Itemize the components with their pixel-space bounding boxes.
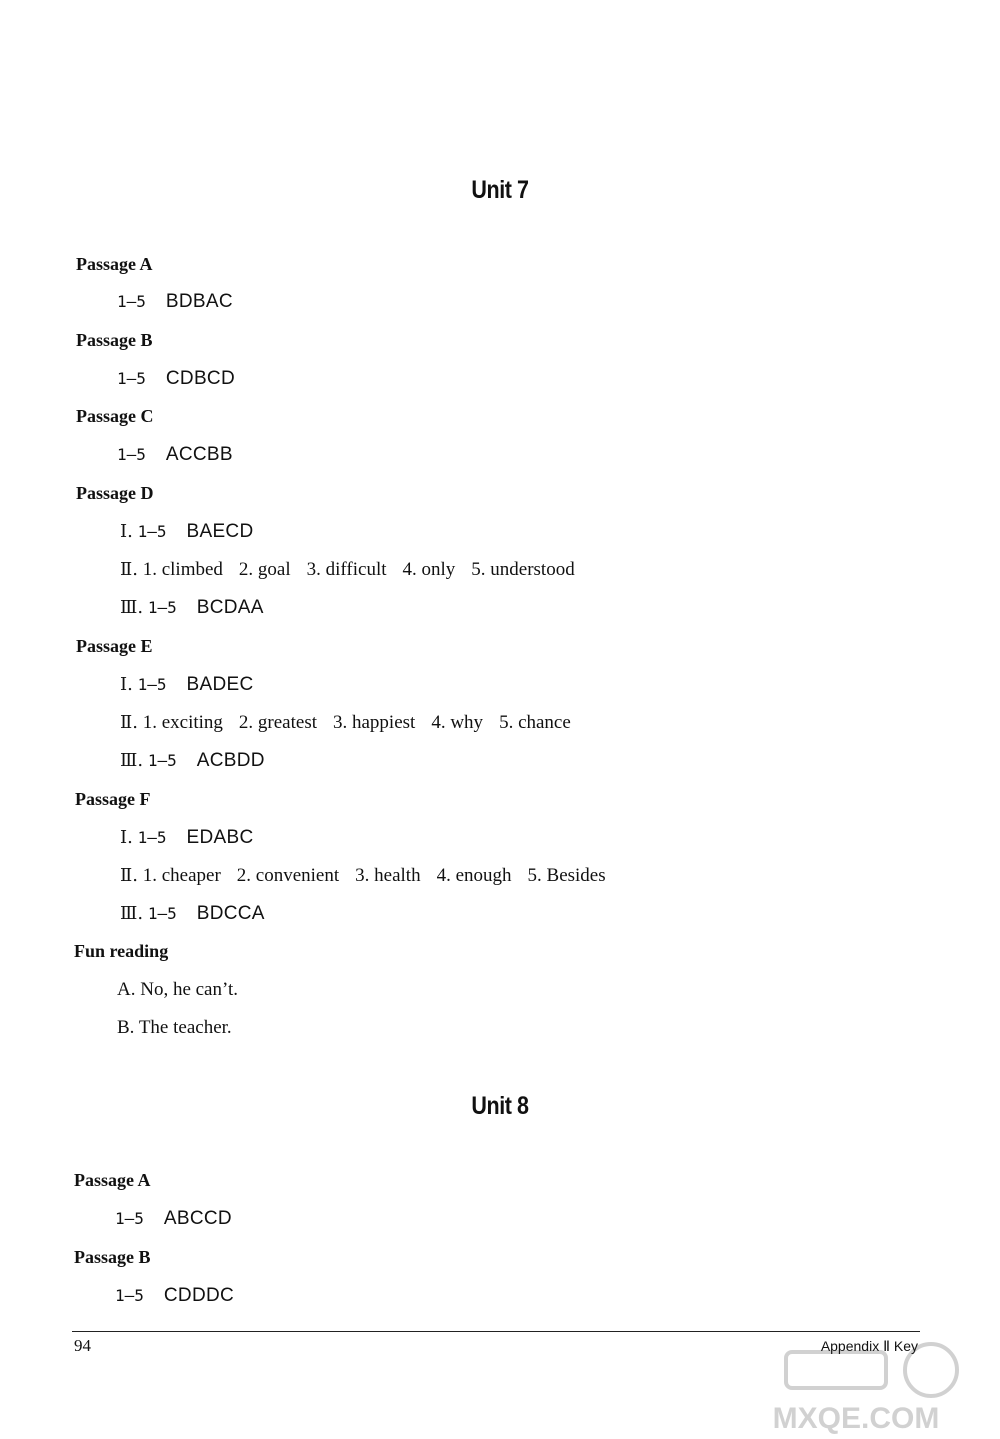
answer-line: Ⅲ. 1—5 BDCCA <box>120 903 265 924</box>
watermark-text: MXQE.COM <box>772 1402 940 1435</box>
answer-line: Ⅱ. 1. exciting 2. greatest 3. happiest 4. why 5. chance <box>120 712 571 733</box>
answer-line: A. No, he can’t. <box>117 979 239 1000</box>
page-number: 94 <box>74 1336 91 1355</box>
answer-line: B. The teacher. <box>117 1017 232 1038</box>
answer-line: Ⅲ. 1—5 BCDAA <box>120 597 264 618</box>
answer-line: Ⅰ. 1—5 BADEC <box>120 674 254 695</box>
passage-heading: Passage F <box>75 789 151 809</box>
passage-heading: Passage A <box>76 254 153 274</box>
answer-line: Ⅱ. 1. cheaper 2. convenient 3. health 4. enough 5. Besides <box>120 865 606 886</box>
footer-rule <box>72 1331 920 1332</box>
fun-reading-heading: Fun reading <box>74 941 169 961</box>
passage-heading: Passage D <box>76 483 154 503</box>
answer-line: 1—5 BDBAC <box>117 291 233 312</box>
footer-appendix-label: Appendix Ⅱ Key <box>820 1338 918 1354</box>
passage-heading: Passage E <box>76 636 153 656</box>
unit-title: Unit 8 <box>471 1092 529 1120</box>
passage-heading: Passage B <box>74 1247 151 1267</box>
answer-line: Ⅱ. 1. climbed 2. goal 3. difficult 4. only 5. understood <box>120 559 575 580</box>
unit-title: Unit 7 <box>471 176 529 204</box>
passage-heading: Passage B <box>76 330 153 350</box>
answer-line: Ⅲ. 1—5 ACBDD <box>120 750 265 771</box>
answer-line: 1—5 CDDDC <box>115 1285 235 1306</box>
answer-line: 1—5 ABCCD <box>115 1208 232 1229</box>
answer-line: Ⅰ. 1—5 BAECD <box>120 521 254 542</box>
answer-line: 1—5 ACCBB <box>117 444 233 465</box>
passage-heading: Passage C <box>76 406 154 426</box>
answer-line: Ⅰ. 1—5 EDABC <box>120 827 254 848</box>
answer-line: 1—5 CDBCD <box>117 368 235 389</box>
passage-heading: Passage A <box>74 1170 151 1190</box>
watermark-logo <box>746 1340 966 1435</box>
